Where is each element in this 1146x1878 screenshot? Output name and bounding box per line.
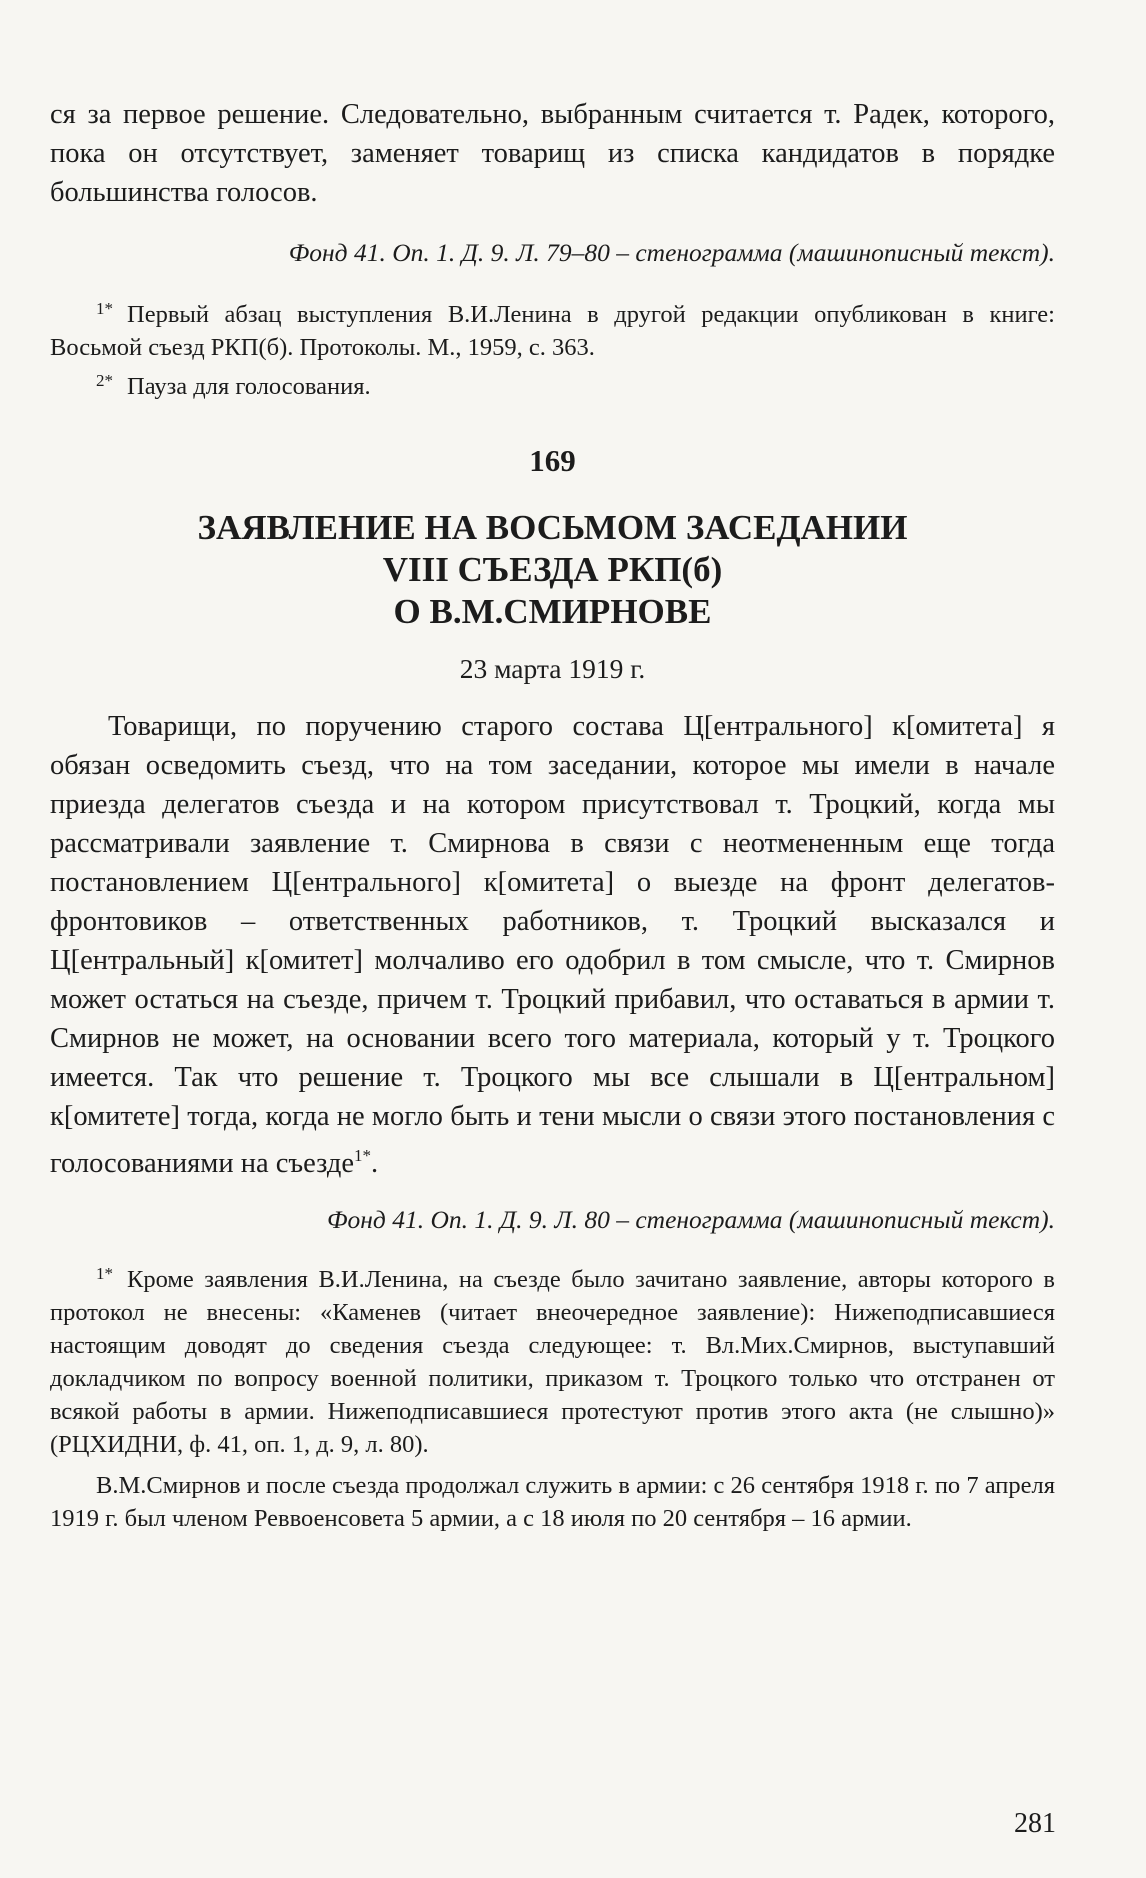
footnote <box>50 364 1055 403</box>
footnote-text: Первый абзац выступления В.И.Ленина в другой редакции опубликован в книге: Восьмой съезд РКП(б). Протоколы. М., 1959, с. 363. <box>50 301 1055 361</box>
document-number: 169 <box>529 443 576 478</box>
continuation-paragraph: ся за первое решение. Следовательно, выбранным считается т. Радек, которого, пока он отсутствует, заменяет товарищ из списка кандидатов в порядке большинства голосов. <box>50 99 1055 208</box>
page-number: 281 <box>1014 1808 1056 1839</box>
footnote-mark: 1* <box>96 1264 113 1283</box>
archive-citation: Фонд 41. Оп. 1. Д. 9. Л. 79–80 – стенограмма (машинописный текст). <box>288 238 1055 267</box>
title-line: VIII СЪЕЗДА РКП(б) <box>382 550 723 589</box>
footnote-text: Пауза для голосования. <box>127 373 371 400</box>
footnotes-block <box>50 1257 1055 1535</box>
footnote-text: Кроме заявления В.И.Ленина, на съезде было зачитано заявление, авторы которого в протокол не внесены: «Каменев (читает внеочередное заявление): Нижеподписавшиеся настоящим доводят до сведения съезда следующее: т. Вл.Мих.Смирнов, выступавший докладчиком по вопросу военной политики, приказом т. Троцкого только что отстранен от всякой работы в армии. Нижеподписавшиеся протестуют против этого акта (не слышно)» (РЦХИДНИ, ф. 41, оп. 1, д. 9, л. 80). <box>50 1266 1055 1458</box>
title-line: О В.М.СМИРНОВЕ <box>393 592 712 631</box>
title-line: ЗАЯВЛЕНИЕ НА ВОСЬМОМ ЗАСЕДАНИИ <box>197 508 908 547</box>
footnote <box>50 1257 1055 1461</box>
footnote-mark: 1* <box>96 299 113 318</box>
document-title <box>50 507 1055 633</box>
footnote-continuation: В.М.Смирнов и после съезда продолжал служить в армии: с 26 сентября 1918 г. по 7 апреля 1919 г. был членом Реввоенсовета 5 армии, а с 18 июля по 20 сентября – 16 армии. <box>50 1472 1055 1532</box>
footnote <box>50 292 1055 364</box>
footnote-mark: 2* <box>96 371 113 390</box>
archive-citation: Фонд 41. Оп. 1. Д. 9. Л. 80 – стенограмма (машинописный текст). <box>327 1205 1055 1234</box>
document-date: 23 марта 1919 г. <box>459 653 646 684</box>
main-paragraph <box>50 707 1055 1183</box>
footnote-reference: 1* <box>354 1146 371 1165</box>
main-text: Товарищи, по поручению старого состава Ц[ентрального] к[омитета] я обязан осведомить съезд, что на том заседании, которое мы имели в начале приезда делегатов съезда и на котором присутствовал т. Троцкий, когда мы рассматривали заявление т. Смирнова в связи с неотмененным еще тогда постановлением Ц[ентрального] к[омитета] о выезде на фронт делегатов-фронтовиков – ответственных работников, т. Троцкий высказался и Ц[ентральный] к[омитет] молчаливо его одобрил в том смысле, что т. Смирнов может остаться на съезде, причем т. Троцкий прибавил, что оставаться в армии т. Смирнов не может, на основании всего того материала, который у т. Троцкого имеется. Так что решение т. Троцкого мы все слышали в Ц[ентральном] к[омитете] тогда, когда не могло быть и тени мысли о связи этого постановления с голосованиями на съезде <box>50 711 1055 1179</box>
page-content <box>50 95 1055 1535</box>
sentence-end: . <box>371 1148 379 1179</box>
footnotes-block <box>50 292 1055 403</box>
